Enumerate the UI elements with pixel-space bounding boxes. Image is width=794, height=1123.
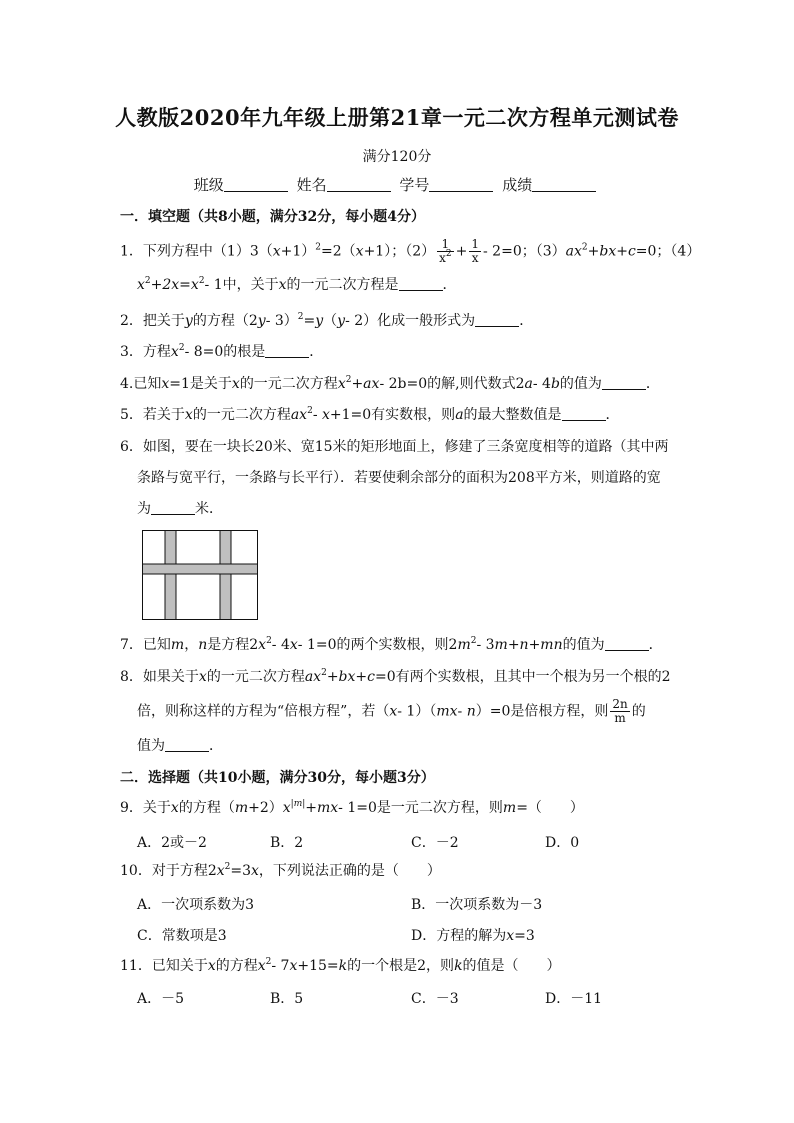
fraction-2n-over-m: $\frac{2n}{m}$ bbox=[612, 697, 628, 725]
question-4: 4.已知x=1是关于x的一元二次方程$x^2+ax-$ 2b=0的解,则代数式2a- 4b的值为 ． bbox=[120, 375, 660, 392]
question-11: 11．已知关于x的方程$x^2-$ 7x+15=k的一个根是2，则k的值是（ ） bbox=[120, 957, 561, 974]
road-intersection-left bbox=[166, 565, 176, 574]
question-6-line-1: 6．如图，要在一块长20米、宽15米的矩形地面上，修建了三条宽度相等的道路（其中两 bbox=[120, 439, 669, 455]
class-label: 班级 bbox=[193, 176, 224, 194]
question-2: 2．把关于y的方程（2y- 3）$^2$=y（y- 2）化成一般形式为 ． bbox=[120, 312, 534, 329]
answer-blank-3[interactable] bbox=[265, 345, 309, 358]
answer-blank-4[interactable] bbox=[602, 377, 646, 390]
question-1-line-1: 1．下列方程中$(1)3(x+1)^2=2(x+1)$；（2） $\frac{1}{x^2}$ + $\frac{1}{x}$ - 2=0；$(3)ax^2+bx+c=0$；（4） bbox=[120, 237, 701, 265]
answer-blank-7[interactable] bbox=[605, 638, 649, 651]
question-5: 5．若关于x的一元二次方程$ax^2-$ x+1=0有实数根，则a的最大整数值是 ． bbox=[120, 406, 620, 423]
fraction-1-over-x-squared: $\frac{1}{x^2}$ bbox=[439, 237, 452, 265]
fraction-1-over-x: $\frac{1}{x}$ bbox=[471, 237, 479, 265]
road-intersection-right bbox=[221, 565, 231, 574]
question-6-line-3: 为 米． bbox=[137, 501, 223, 517]
q10-option-d[interactable]: D．方程的解为x=3 bbox=[411, 928, 535, 944]
q11-option-c[interactable]: C．－3 bbox=[411, 991, 459, 1007]
question-7: 7．已知m，n是方程$2x^2-$ 4x- 1=0的两个实数根，则$2m^2-$ 3m+n+mn的值为 ． bbox=[120, 636, 663, 653]
question-8-line-2: 倍，则称这样的方程为“倍根方程”，若（x- 1）（mx- n）=0是倍根方程，则 $\frac{2n}{m}$ 的 bbox=[137, 697, 646, 725]
student-info-line bbox=[0, 174, 794, 195]
score-blank[interactable] bbox=[532, 177, 596, 192]
question-10: 10．对于方程$2x^2=3x$，下列说法正确的是（ ） bbox=[120, 862, 441, 879]
q10-option-b[interactable]: B．一次项系数为－3 bbox=[411, 897, 543, 913]
page-title: 人教版2020年九年级上册第21章一元二次方程单元测试卷 bbox=[115, 105, 679, 130]
answer-blank-1[interactable] bbox=[399, 278, 443, 291]
name-label: 姓名 bbox=[296, 176, 327, 194]
score-label: 成绩 bbox=[502, 176, 533, 194]
q10-option-a[interactable]: A．一次项系数为3 bbox=[137, 897, 255, 913]
question-8-line-3: 值为 ． bbox=[137, 738, 223, 754]
answer-blank-8[interactable] bbox=[165, 739, 209, 752]
id-blank[interactable] bbox=[429, 177, 493, 192]
road-horizontal bbox=[143, 564, 258, 574]
road-vertical-left bbox=[165, 531, 176, 620]
question-3: 3．方程$x^2-$ 8=0的根是 ． bbox=[120, 343, 324, 360]
section-heading-choice: 二．选择题（共10小题，满分30分，每小题3分） bbox=[120, 770, 435, 786]
question-1-line-2: $x^2+2x=x^2-$ 1中，关于x的一元二次方程是 ． bbox=[137, 276, 457, 293]
answer-blank-2[interactable] bbox=[475, 314, 519, 327]
q9-option-c[interactable]: C．－2 bbox=[411, 835, 459, 851]
field-outline bbox=[143, 531, 258, 620]
q9-option-a[interactable]: A．2或－2 bbox=[137, 835, 207, 851]
q10-option-c[interactable]: C．常数项是3 bbox=[137, 928, 227, 944]
answer-blank-5[interactable] bbox=[562, 408, 606, 421]
q11-option-a[interactable]: A．－5 bbox=[137, 991, 185, 1007]
name-blank[interactable] bbox=[327, 177, 391, 192]
q9-option-b[interactable]: B．2 bbox=[270, 835, 304, 851]
section-heading-fill: 一．填空题（共8小题，满分32分，每小题4分） bbox=[120, 209, 425, 225]
question-6-line-2: 条路与宽平行，一条路与长平行）．若要使剩余部分的面积为208平方米，则道路的宽 bbox=[137, 470, 661, 486]
question-9: 9．关于x的方程$(m+2)x^{|m|}+mx-$ 1=0是一元二次方程，则m=（ ） bbox=[120, 799, 584, 816]
question-8-line-1: 8．如果关于x的一元二次方程$ax^2+bx+c=0$有两个实数根，且其中一个根为另一个根的2 bbox=[120, 668, 671, 685]
road-rectangle-figure bbox=[142, 530, 258, 620]
answer-blank-6[interactable] bbox=[151, 502, 195, 515]
id-label: 学号 bbox=[399, 176, 430, 194]
class-blank[interactable] bbox=[224, 177, 288, 192]
full-score: 满分120分 bbox=[362, 149, 432, 165]
q11-option-d[interactable]: D．－11 bbox=[545, 991, 603, 1007]
q11-option-b[interactable]: B．5 bbox=[270, 991, 304, 1007]
road-vertical-right bbox=[220, 531, 231, 620]
q9-option-d[interactable]: D．0 bbox=[545, 835, 580, 851]
